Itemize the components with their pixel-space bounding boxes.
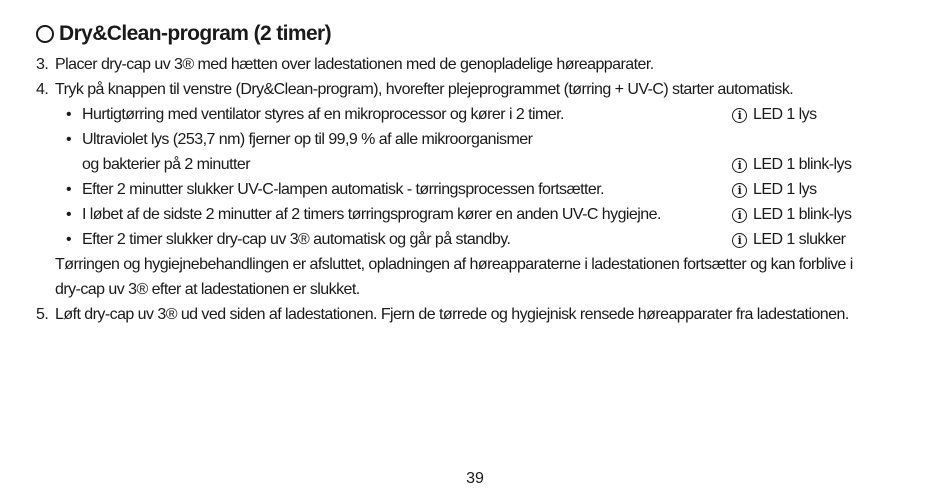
list-item-continuation (0, 155, 700, 175)
bullet-text: Efter 2 timer slukker dry-cap uv 3® automatisk og går på standby. (82, 231, 511, 248)
led-label: LED 1 slukker (753, 231, 846, 248)
bullet-symbol: • (66, 131, 72, 148)
info-icon: i (732, 158, 747, 173)
bullet-symbol: • (66, 206, 72, 223)
step-4 (0, 80, 950, 100)
step-text: Placer dry-cap uv 3® med hætten over ladestationen med de genopladelige høreapparater. (55, 56, 654, 73)
info-icon: i (732, 183, 747, 198)
circle-icon (36, 25, 54, 43)
paragraph-line-2: dry-cap uv 3® efter at ladestationen er slukket. (55, 281, 360, 298)
led-label: LED 1 blink-lys (753, 206, 852, 223)
bullet-text: Ultraviolet lys (253,7 nm) fjerner op til 99,9 % af alle mikroorganismer (82, 131, 533, 148)
led-status (732, 180, 817, 200)
step-number: 5. (36, 306, 49, 323)
bullet-symbol: • (66, 231, 72, 248)
bullet-symbol: • (66, 106, 72, 123)
led-status (732, 205, 851, 225)
led-label: LED 1 lys (753, 181, 817, 198)
led-label: LED 1 blink-lys (753, 156, 852, 173)
step-5 (0, 305, 950, 325)
led-status (732, 155, 851, 175)
bullet-text: I løbet af de sidste 2 minutter af 2 timers tørringsprogram kører en anden UV-C hygiejne. (82, 206, 661, 223)
led-label: LED 1 lys (753, 106, 817, 123)
bullet-text-continuation: og bakterier på 2 minutter (82, 156, 251, 173)
info-icon: i (732, 208, 747, 223)
list-item (0, 130, 950, 150)
step-number: 4. (36, 81, 49, 98)
bullet-symbol: • (66, 181, 72, 198)
led-status (732, 230, 845, 250)
paragraph-line-1: Tørringen og hygiejnebehandlingen er afsluttet, opladningen af høreapparaterne i ladestationen fortsætter og kan forblive i (55, 256, 853, 273)
bullet-text: Efter 2 minutter slukker UV-C-lampen automatisk - tørringsprocessen fortsætter. (82, 181, 605, 198)
led-status (732, 105, 817, 125)
step-3 (0, 55, 950, 75)
step-text: Løft dry-cap uv 3® ud ved siden af ladestationen. Fjern de tørrede og hygiejnisk rensede høreapparater fra ladestationen. (55, 306, 849, 323)
section-heading (36, 22, 331, 46)
step-number: 3. (36, 56, 49, 73)
heading-text: Dry&Clean-program (2 timer) (59, 22, 332, 45)
info-icon: i (732, 108, 747, 123)
bullet-text: Hurtigtørring med ventilator styres af en mikroprocessor og kører i 2 timer. (82, 106, 564, 123)
step-text: Tryk på knappen til venstre (Dry&Clean-program), hvorefter plejeprogrammet (tørring + UV-C) starter automatisk. (55, 81, 794, 98)
info-icon: i (732, 233, 747, 248)
page-number: 39 (466, 470, 484, 487)
